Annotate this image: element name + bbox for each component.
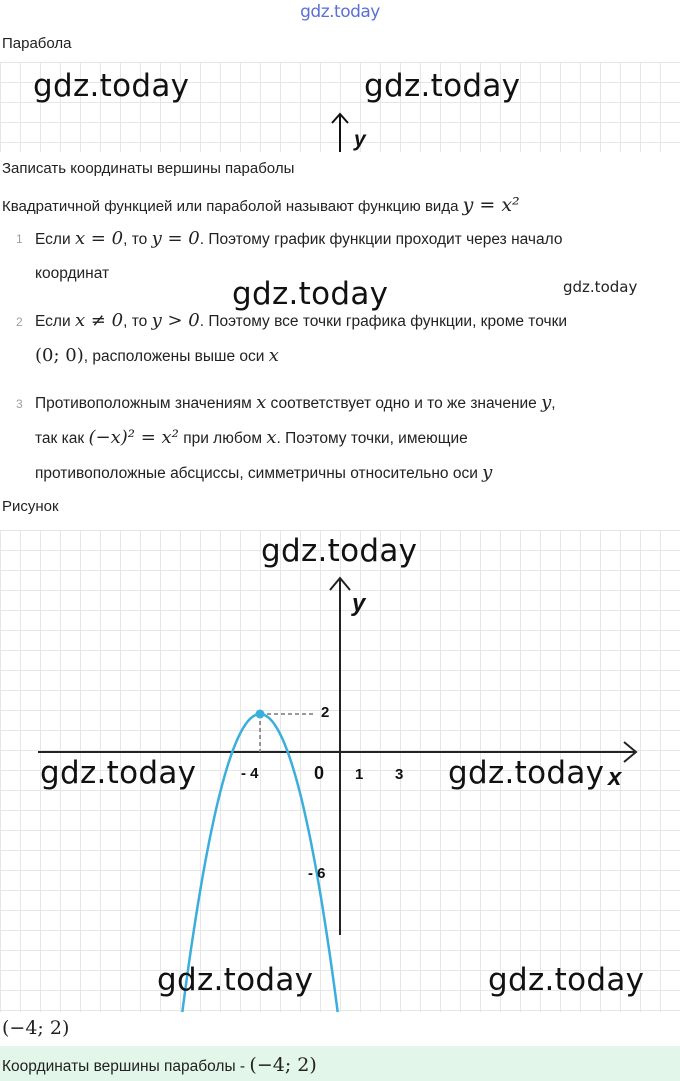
formula: x [268, 345, 279, 366]
watermark: gdz.today [157, 962, 314, 998]
intro-formula: y = x² [462, 194, 520, 216]
list-item-line: противоположные абсциссы, симметричны относительно оси y [35, 462, 493, 483]
list-item-line: так как (−x)² = x² при любом x. Поэтому точки, имеющие [35, 427, 468, 448]
watermark: gdz.today [232, 276, 389, 312]
answer-highlight [0, 1046, 680, 1081]
result-formula: (−4; 2) [2, 1017, 70, 1039]
list-item: Если x = 0, то y = 0. Поэтому график функции проходит через начало [35, 228, 563, 249]
final-answer-formula: (−4; 2) [249, 1054, 317, 1076]
formula: y = 0 [151, 228, 200, 249]
formula: x [266, 427, 277, 448]
y-axis-arrow-icon [325, 110, 355, 152]
tick-label-origin: 0 [314, 763, 325, 783]
list-item-line: (0; 0), расположены выше оси x [35, 345, 279, 366]
theory-intro [2, 194, 520, 216]
vertex-point [256, 710, 265, 719]
watermark: gdz.today [448, 755, 605, 791]
watermark: gdz.today [40, 755, 197, 791]
watermark: gdz.today [488, 962, 645, 998]
intro-text: Квадратичной функцией или параболой называют функцию вида [2, 198, 459, 215]
list-number: 3 [16, 397, 23, 411]
final-answer [2, 1054, 317, 1076]
watermark: gdz.today [261, 533, 418, 569]
top-axis-label: y [354, 128, 366, 151]
formula: y [482, 462, 493, 483]
tick-label-x3: 3 [395, 766, 404, 783]
formula: (−x)² = x² [88, 427, 179, 448]
formula: (0; 0) [35, 345, 84, 366]
tick-label-y2: 2 [321, 704, 330, 721]
list-item-line: координат [35, 265, 110, 282]
list-number: 2 [16, 315, 23, 329]
task-title: Записать координаты вершины параболы [2, 160, 295, 177]
watermark: gdz.today [33, 68, 190, 104]
figure-title: Рисунок [2, 498, 59, 515]
list-number: 1 [16, 232, 23, 246]
watermark: gdz.today [364, 68, 521, 104]
y-axis-label: y [352, 590, 366, 617]
formula: y > 0 [151, 310, 200, 331]
final-answer-text: Координаты вершины параболы - [2, 1058, 246, 1075]
tick-label-x-neg4: - 4 [241, 765, 259, 782]
list-item: Противоположным значениям x соответствует одно и то же значение y, [35, 392, 556, 413]
formula: x ≠ 0 [74, 310, 124, 331]
formula: x [256, 392, 267, 413]
formula: y [541, 392, 552, 413]
header-watermark: gdz.today [300, 2, 380, 22]
formula: x = 0 [74, 228, 124, 249]
tick-label-x1: 1 [355, 766, 364, 783]
top-figure [0, 62, 680, 152]
watermark-small: gdz.today [563, 278, 638, 296]
parabola-graph [0, 530, 680, 1012]
list-item: Если x ≠ 0, то y > 0. Поэтому все точки графика функции, кроме точки [35, 310, 568, 331]
x-axis-label: x [608, 764, 622, 791]
tick-label-y-neg6: - 6 [308, 865, 326, 882]
section-title-parabola: Парабола [2, 35, 72, 52]
